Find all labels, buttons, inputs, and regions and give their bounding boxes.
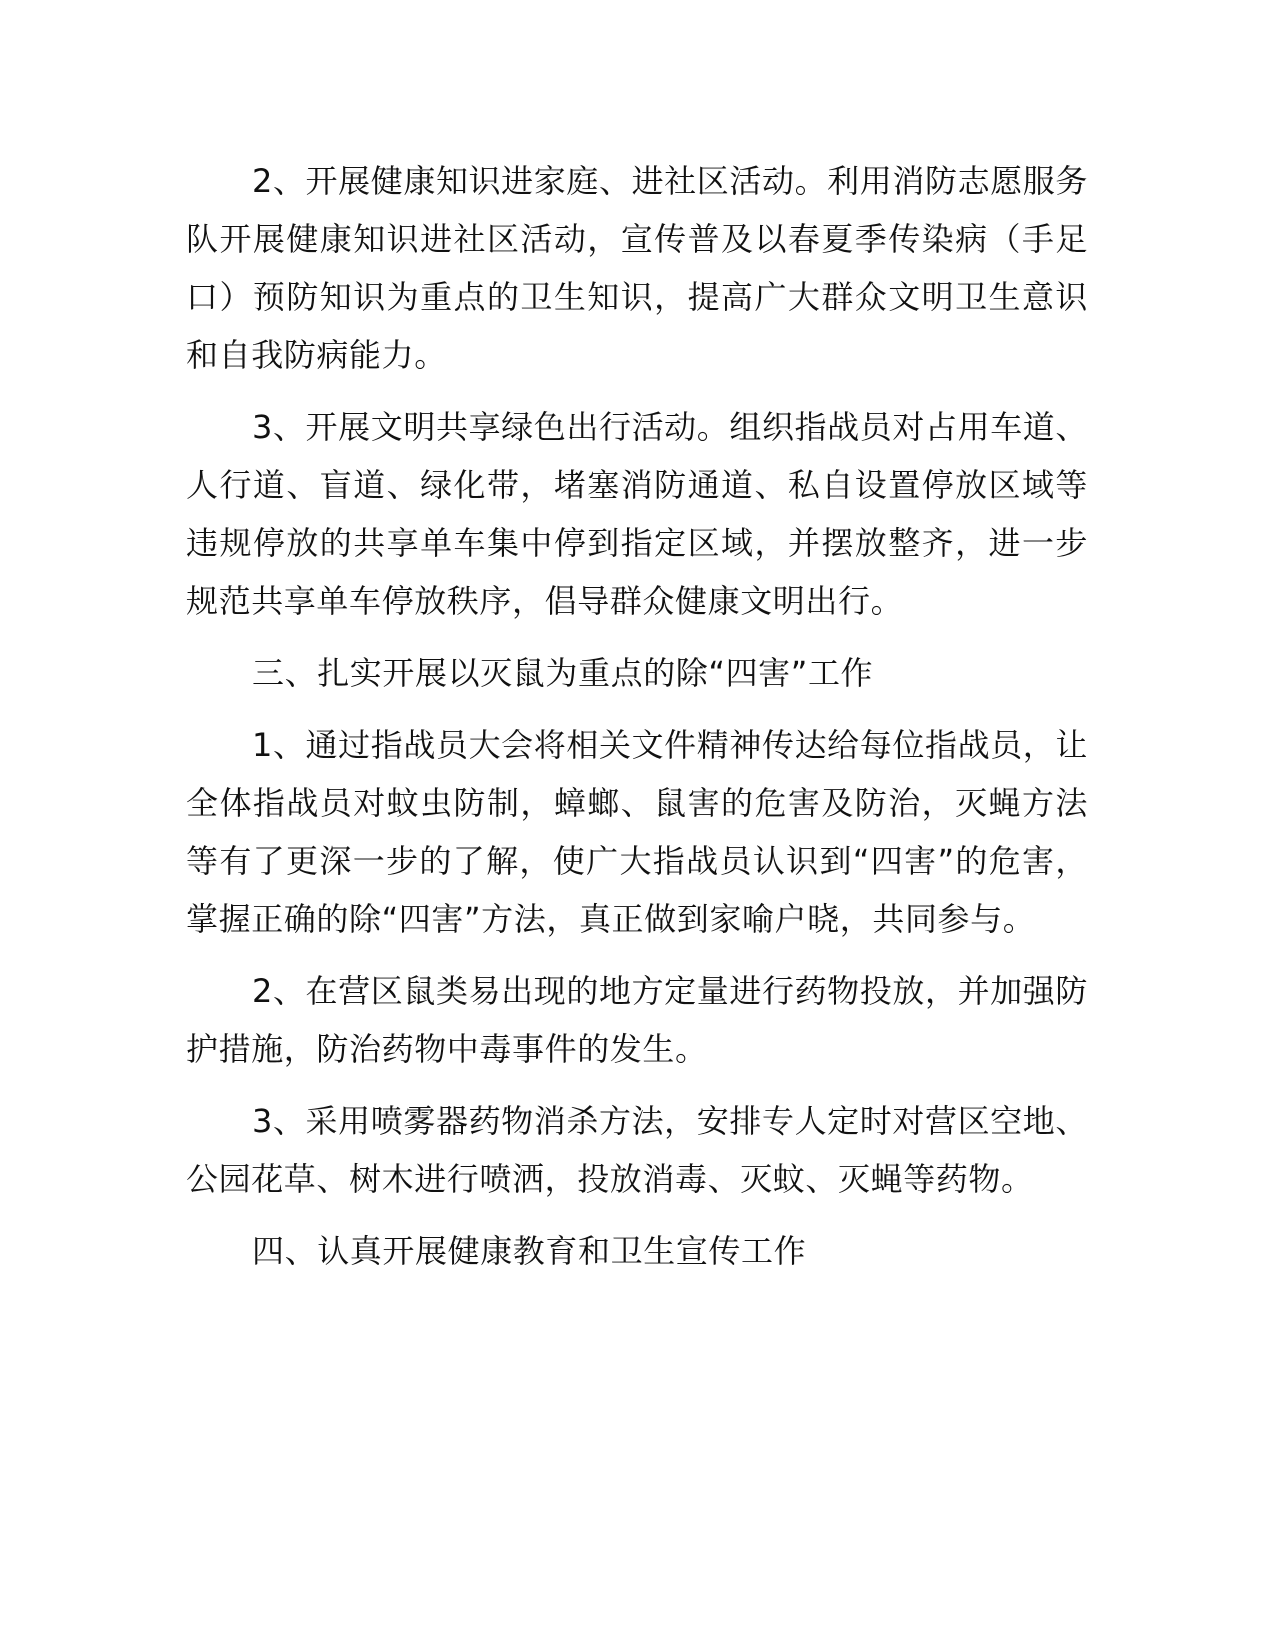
document-body xyxy=(186,152,1088,1294)
section-heading-pest-control: 三、扎实开展以灭鼠为重点的除“四害”工作 xyxy=(252,654,874,692)
paragraph-spraying: 3、采用喷雾器药物消杀方法，安排专人定时对营区空地、公园花草、树木进行喷洒，投放消毒、灭蚊、灭蝇等药物。 xyxy=(186,1102,1088,1198)
paragraph-rodent-bait: 2、在营区鼠类易出现的地方定量进行药物投放，并加强防护措施，防治药物中毒事件的发生。 xyxy=(186,972,1088,1068)
paragraph-staff-meeting: 1、通过指战员大会将相关文件精神传达给每位指战员，让全体指战员对蚊虫防制，蟑螂、鼠害的危害及防治，灭蝇方法等有了更深一步的了解，使广大指战员认识到“四害”的危害，掌握正确的除“四害”方法，真正做到家喻户晓，共同参与。 xyxy=(186,726,1088,938)
paragraph-health-knowledge: 2、开展健康知识进家庭、进社区活动。利用消防志愿服务队开展健康知识进社区活动，宣传普及以春夏季传染病（手足口）预防知识为重点的卫生知识，提高广大群众文明卫生意识和自我防病能力。 xyxy=(186,162,1088,374)
paragraph-shared-bikes: 3、开展文明共享绿色出行活动。组织指战员对占用车道、人行道、盲道、绿化带，堵塞消防通道、私自设置停放区域等违规停放的共享单车集中停到指定区域，并摆放整齐，进一步规范共享单车停放秩序，倡导群众健康文明出行。 xyxy=(186,408,1088,620)
section-heading-health-education: 四、认真开展健康教育和卫生宣传工作 xyxy=(252,1232,807,1270)
